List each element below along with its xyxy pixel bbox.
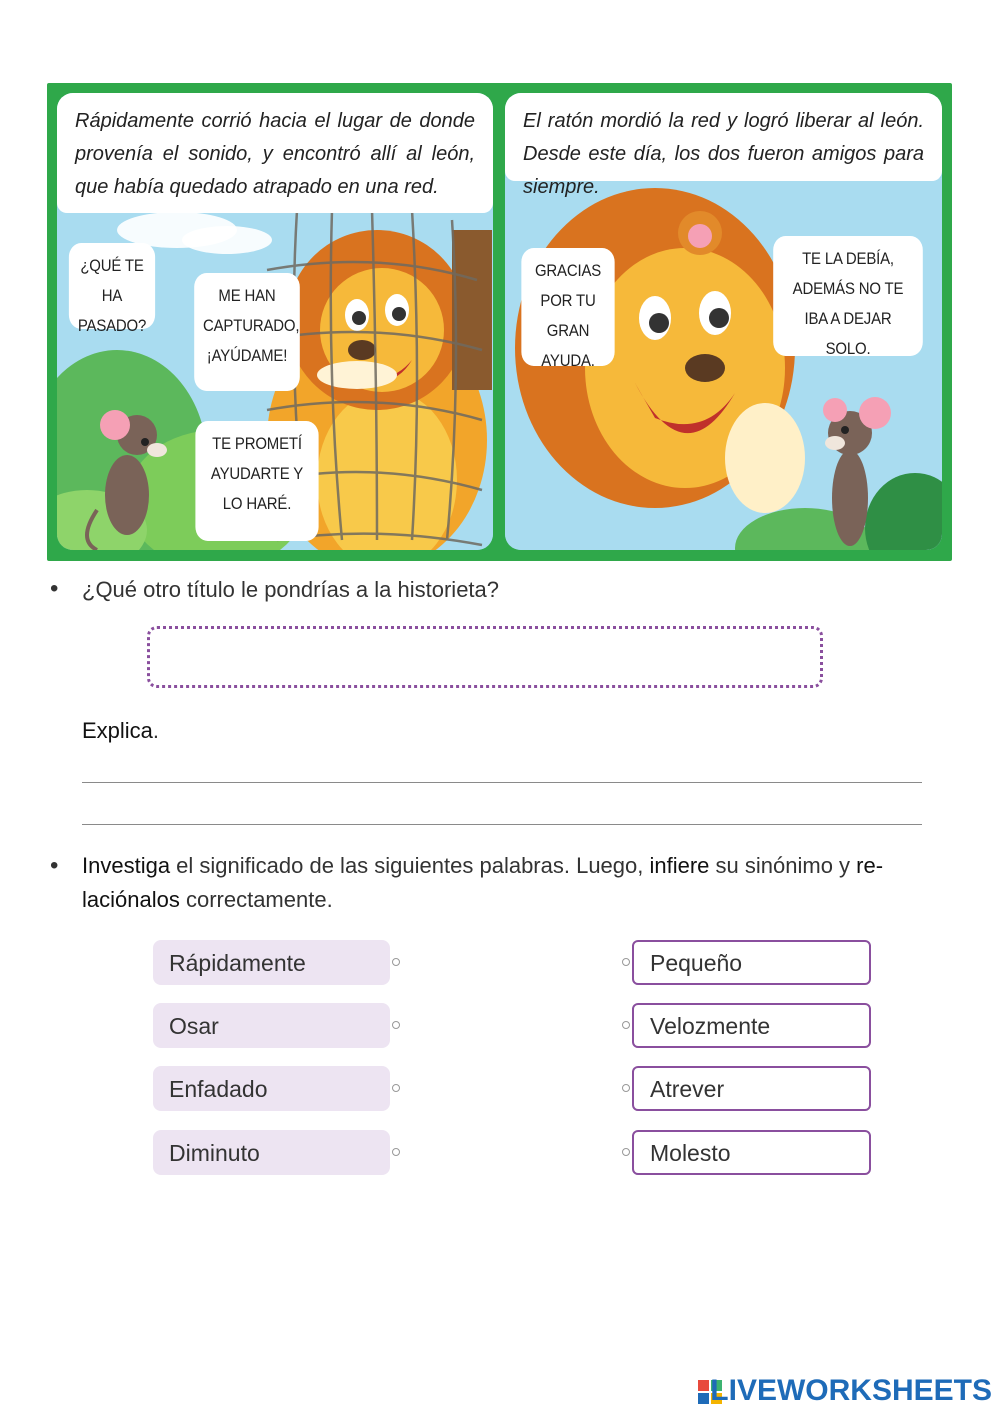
match-right-velozmente[interactable]: Velozmente <box>632 1003 871 1048</box>
bullet-question-2: • <box>50 852 59 879</box>
match-left-connector-2[interactable] <box>392 1021 400 1029</box>
title-answer-input[interactable] <box>147 626 823 688</box>
match-left-osar[interactable]: Osar <box>153 1003 390 1048</box>
match-left-connector-3[interactable] <box>392 1084 400 1092</box>
question-2-text-b: su sinónimo y <box>709 853 857 878</box>
panel-2-caption: El ratón mordió la red y logró liberar al león. Desde este día, los dos fueron amigos para siempre. <box>505 93 942 181</box>
speech-bubble-lion: ME HAN CAPTURADO, ¡AYÚDAME! <box>194 273 300 391</box>
answer-line-1 <box>82 782 922 783</box>
explain-line-2-input[interactable] <box>82 790 926 826</box>
explain-line-1-input[interactable] <box>82 748 926 784</box>
question-2-line-1 <box>82 853 922 879</box>
comic-panel-2 <box>505 93 942 550</box>
match-left-connector-1[interactable] <box>392 958 400 966</box>
explain-period: . <box>152 718 160 743</box>
match-right-pequeno[interactable]: Pequeño <box>632 940 871 985</box>
question-1-text: ¿Qué otro título le pondrías a la historieta? <box>82 577 500 602</box>
match-left-rapidamente[interactable]: Rápidamente <box>153 940 390 985</box>
speech-bubble-lion-thanks: GRACIAS POR TU GRAN AYUDA. <box>521 248 614 366</box>
match-left-connector-4[interactable] <box>392 1148 400 1156</box>
match-left-enfadado[interactable]: Enfadado <box>153 1066 390 1111</box>
question-2-text-a: el significado de las siguientes palabras. Luego, <box>170 853 650 878</box>
panel-1-caption: Rápidamente corrió hacia el lugar de donde provenía el sonido, y encontró allí al león, que había quedado atrapado en una red. <box>57 93 493 213</box>
speech-bubble-mouse: ¿QUÉ TE HA PASADO? <box>69 243 155 329</box>
match-right-connector-3[interactable] <box>622 1084 630 1092</box>
match-right-molesto[interactable]: Molesto <box>632 1130 871 1175</box>
keyword-infiere: infiere <box>649 853 710 878</box>
explain-label <box>82 718 159 744</box>
keyword-investiga: Investiga <box>82 853 171 878</box>
question-2-text-c: correctamente. <box>179 887 333 912</box>
match-right-connector-4[interactable] <box>622 1148 630 1156</box>
comic-panel-1 <box>57 93 493 550</box>
speech-bubble-mouse-promise: TE PROMETÍ AYUDARTE Y LO HARÉ. <box>195 421 318 541</box>
explain-word: Explica <box>82 718 153 743</box>
answer-line-2 <box>82 824 922 825</box>
match-left-diminuto[interactable]: Diminuto <box>153 1130 390 1175</box>
keyword-relacionalos-end: laciónalos <box>82 887 180 912</box>
match-right-connector-1[interactable] <box>622 958 630 966</box>
bullet-question-1: • <box>50 575 59 602</box>
keyword-relacionalos-start: re- <box>856 853 884 878</box>
question-2-line-2 <box>82 887 333 913</box>
match-right-atrever[interactable]: Atrever <box>632 1066 871 1111</box>
match-right-connector-2[interactable] <box>622 1021 630 1029</box>
comic-strip <box>47 83 952 561</box>
liveworksheets-logo-text[interactable]: LIVEWORKSHEETS <box>710 1374 992 1407</box>
speech-bubble-mouse-friend: TE LA DEBÍA, ADEMÁS NO TE IBA A DEJAR SOLO. <box>773 236 923 356</box>
